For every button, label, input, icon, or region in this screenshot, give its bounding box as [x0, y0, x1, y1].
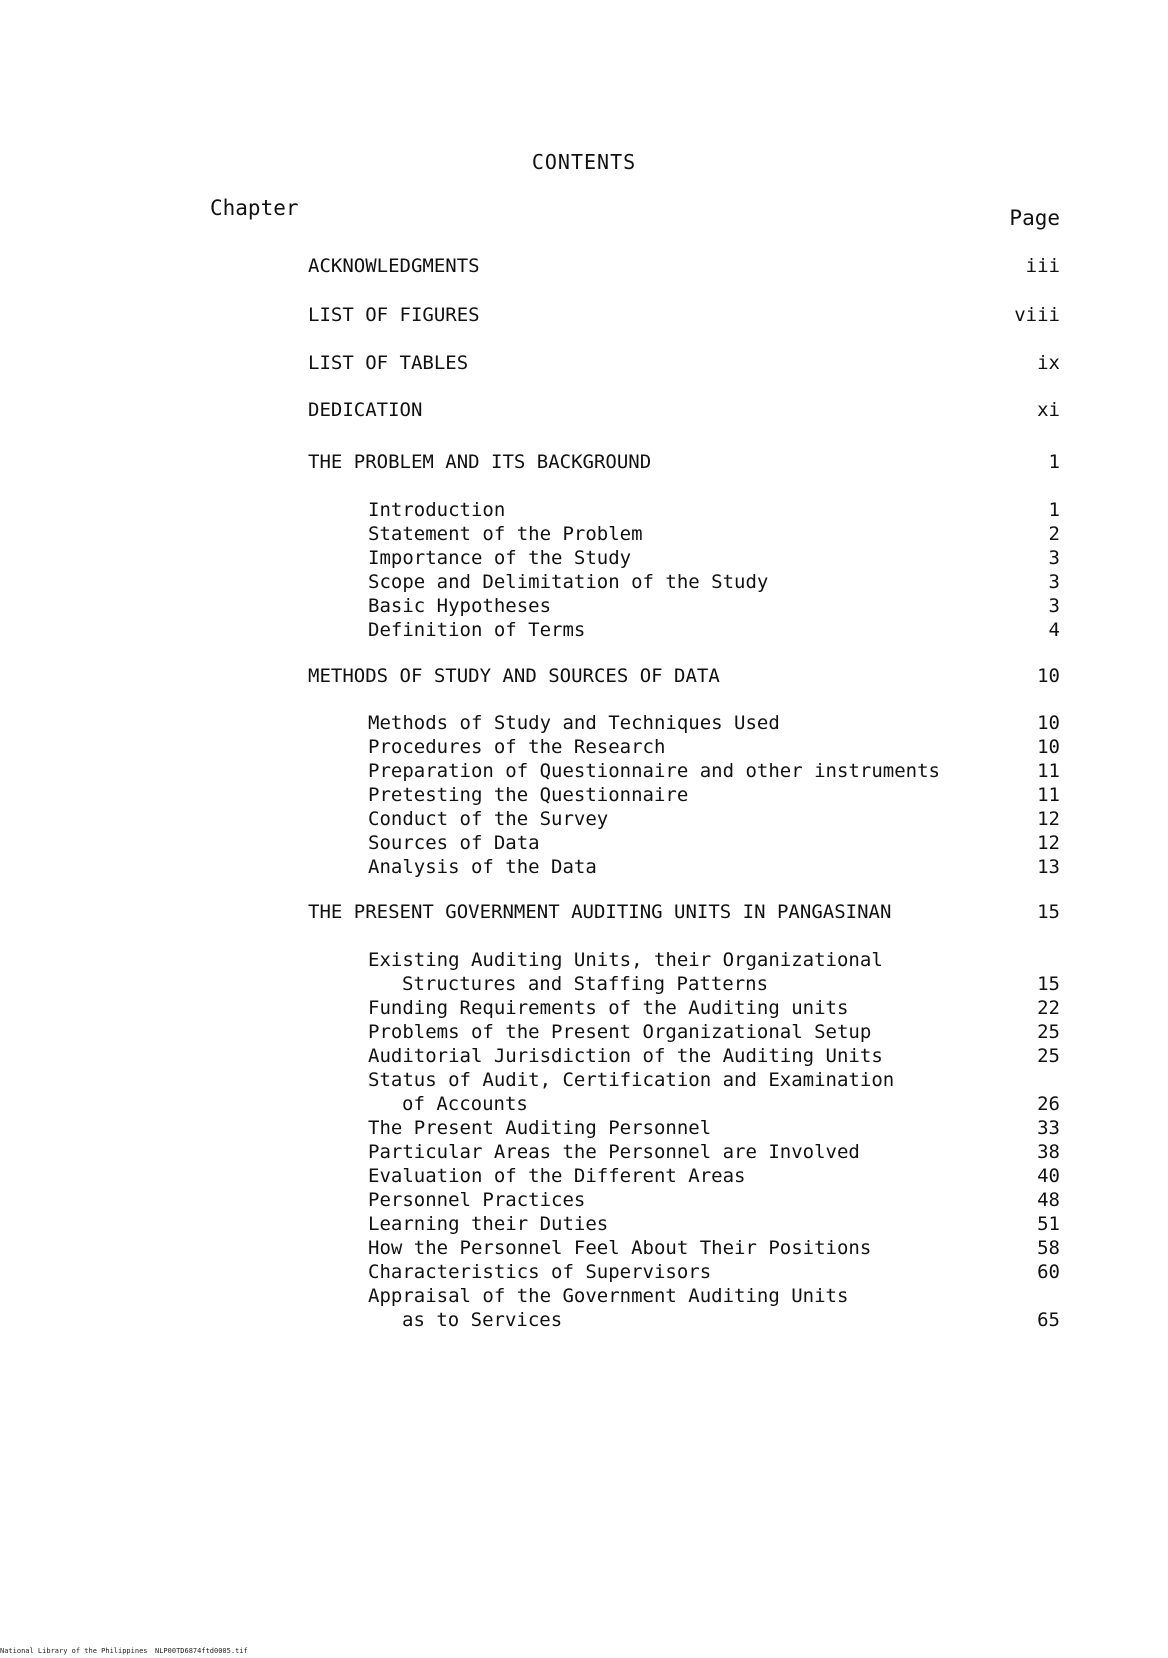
toc-section: Evaluation of the Different Areas [368, 1165, 746, 1187]
toc-chapter-3: THE PRESENT GOVERNMENT AUDITING UNITS IN PANGASINAN [308, 901, 892, 923]
toc-page: 25 [1037, 1045, 1060, 1067]
toc-page: 12 [1037, 832, 1060, 854]
toc-section: Auditorial Jurisdiction of the Auditing Units [368, 1045, 883, 1067]
page-column-header: Page [1009, 206, 1060, 230]
toc-section: Existing Auditing Units, their Organizational [368, 949, 883, 971]
toc-page: 1 [1048, 499, 1060, 521]
toc-section: Statement of the Problem [368, 523, 643, 545]
toc-section: Particular Areas the Personnel are Involved [368, 1141, 860, 1163]
toc-section: Introduction [368, 499, 506, 521]
toc-section: Characteristics of Supervisors [368, 1261, 712, 1283]
toc-page: 26 [1037, 1093, 1060, 1115]
toc-section-continued: of Accounts [402, 1093, 528, 1115]
toc-page-acknowledgments: iii [1025, 255, 1060, 277]
toc-page-chapter-1: 1 [1048, 451, 1060, 473]
toc-entry-dedication: DEDICATION [308, 399, 423, 421]
chapter-column-header: Chapter [210, 196, 299, 220]
toc-page: 10 [1037, 736, 1060, 758]
toc-section: Sources of Data [368, 832, 540, 854]
toc-entry-list-of-figures: LIST OF FIGURES [308, 304, 480, 326]
toc-page: 11 [1037, 760, 1060, 782]
toc-page-list-of-tables: ix [1037, 352, 1060, 374]
toc-section: Methods of Study and Techniques Used [368, 712, 780, 734]
toc-section: Basic Hypotheses [368, 595, 552, 617]
toc-page: 12 [1037, 808, 1060, 830]
toc-section: Funding Requirements of the Auditing units [368, 997, 849, 1019]
toc-entry-acknowledgments: ACKNOWLEDGMENTS [308, 255, 480, 277]
toc-section: Procedures of the Research [368, 736, 666, 758]
toc-section-continued: Structures and Staffing Patterns [402, 973, 769, 995]
toc-section: The Present Auditing Personnel [368, 1117, 712, 1139]
toc-section: Problems of the Present Organizational Setup [368, 1021, 872, 1043]
footer-filename: NLP00TD6874ftd0005.tif [155, 1647, 248, 1655]
toc-section: Importance of the Study [368, 547, 632, 569]
toc-page: 15 [1037, 973, 1060, 995]
toc-section: Pretesting the Questionnaire [368, 784, 689, 806]
toc-section: Personnel Practices [368, 1189, 586, 1211]
toc-page: 10 [1037, 712, 1060, 734]
page-title: CONTENTS [531, 150, 637, 174]
toc-section-continued: as to Services [402, 1309, 563, 1331]
toc-page-list-of-figures: viii [1014, 304, 1060, 326]
toc-page: 11 [1037, 784, 1060, 806]
toc-page: 3 [1048, 571, 1060, 593]
toc-section: How the Personnel Feel About Their Positions [368, 1237, 872, 1259]
toc-section: Appraisal of the Government Auditing Units [368, 1285, 849, 1307]
toc-page: 51 [1037, 1213, 1060, 1235]
toc-section: Definition of Terms [368, 619, 586, 641]
toc-page: 13 [1037, 856, 1060, 878]
toc-chapter-1: THE PROBLEM AND ITS BACKGROUND [308, 451, 652, 473]
toc-page: 58 [1037, 1237, 1060, 1259]
toc-section: Learning their Duties [368, 1213, 609, 1235]
toc-page: 25 [1037, 1021, 1060, 1043]
toc-page: 3 [1048, 547, 1060, 569]
toc-section: Analysis of the Data [368, 856, 597, 878]
toc-page-chapter-3: 15 [1037, 901, 1060, 923]
toc-page: 3 [1048, 595, 1060, 617]
toc-section: Status of Audit, Certification and Examination [368, 1069, 895, 1091]
toc-page: 4 [1048, 619, 1060, 641]
toc-page: 60 [1037, 1261, 1060, 1283]
toc-page: 48 [1037, 1189, 1060, 1211]
toc-page: 22 [1037, 997, 1060, 1019]
toc-section: Scope and Delimitation of the Study [368, 571, 769, 593]
toc-page-chapter-2: 10 [1037, 665, 1060, 687]
toc-page-dedication: xi [1037, 399, 1060, 421]
toc-entry-list-of-tables: LIST OF TABLES [308, 352, 469, 374]
toc-page: 33 [1037, 1117, 1060, 1139]
toc-page: 65 [1037, 1309, 1060, 1331]
toc-section: Preparation of Questionnaire and other instruments [368, 760, 940, 782]
toc-section: Conduct of the Survey [368, 808, 609, 830]
toc-page: 40 [1037, 1165, 1060, 1187]
toc-chapter-2: METHODS OF STUDY AND SOURCES OF DATA [308, 665, 720, 687]
footer-library-credit: National Library of the Philippines [0, 1647, 148, 1655]
toc-page: 2 [1048, 523, 1060, 545]
toc-page: 38 [1037, 1141, 1060, 1163]
